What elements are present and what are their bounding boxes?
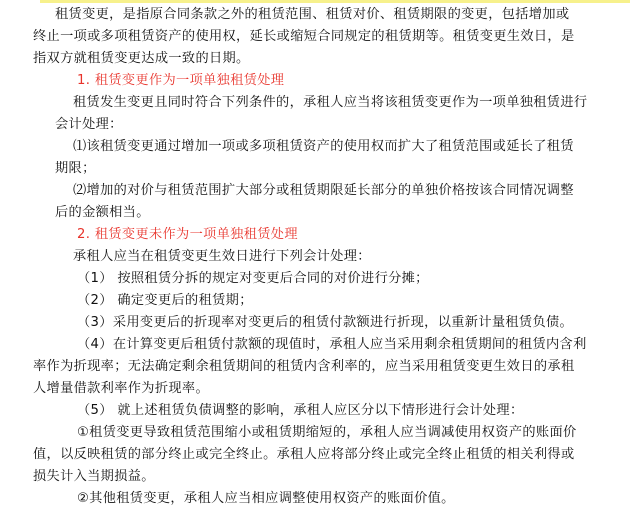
paragraph-line-3: 指双方就租赁变更达成一致的日期。	[33, 51, 250, 66]
paragraph-line-1: 租赁变更，是指原合同条款之外的租赁范围、租赁对价、租赁期限的变更，包括增加或	[55, 7, 570, 22]
section-heading-1: 1. 租赁变更作为一项单独租赁处理	[77, 73, 285, 88]
case-1-line-3: 损失计入当期损益。	[33, 469, 155, 484]
condition-1-line-2: 期限；	[55, 161, 96, 176]
step-2: （2） 确定变更后的租赁期；	[77, 293, 253, 308]
condition-1-line-1: ⑴该租赁变更通过增加一项或多项租赁资产的使用权而扩大了租赁范围或延长了租赁	[73, 139, 574, 154]
condition-2-line-1: ⑵增加的对价与租赁范围扩大部分或租赁期限延长部分的单独价格按该合同情况调整	[73, 183, 574, 198]
step-4-line-3: 人增量借款利率作为折现率。	[33, 381, 209, 396]
section-heading-2: 2. 租赁变更未作为一项单独租赁处理	[77, 227, 298, 242]
case-1-line-2: 值，以反映租赁的部分终止或完全终止。承租人应将部分终止或完全终止租赁的相关利得或	[33, 447, 575, 462]
paragraph-line-5: 租赁发生变更且同时符合下列条件的，承租人应当将该租赁变更作为一项单独租赁进行	[73, 95, 588, 110]
paragraph-line-6: 会计处理：	[55, 117, 123, 132]
case-1-line-1: ①租赁变更导致租赁范围缩小或租赁期缩短的，承租人应当调减使用权资产的账面价	[77, 425, 577, 440]
step-4-line-2: 率作为折现率；无法确定剩余租赁期间的租赁内含利率的，应当采用租赁变更生效日的承租	[33, 359, 575, 374]
paragraph-line-2: 终止一项或多项租赁资产的使用权，延长或缩短合同规定的租赁期等。租赁变更生效日，是	[33, 29, 575, 44]
case-2: ②其他租赁变更，承租人应当相应调整使用权资产的账面价值。	[77, 491, 455, 506]
paragraph-line-12: 承租人应当在租赁变更生效日进行下列会计处理：	[73, 249, 371, 264]
step-4-line-1: （4）在计算变更后租赁付款额的现值时，承租人应当采用剩余租赁期间的租赁内含利	[77, 337, 587, 352]
highlight-strip	[40, 0, 630, 3]
step-3: （3）采用变更后的折现率对变更后的租赁付款额进行折现，以重新计量租赁负债。	[77, 315, 574, 330]
condition-2-line-2: 后的金额相当。	[55, 205, 150, 220]
step-1: （1） 按照租赁分拆的规定对变更后合同的对价进行分摊；	[77, 271, 429, 286]
step-5: （5） 就上述租赁负债调整的影响，承租人应区分以下情形进行会计处理：	[77, 403, 524, 418]
